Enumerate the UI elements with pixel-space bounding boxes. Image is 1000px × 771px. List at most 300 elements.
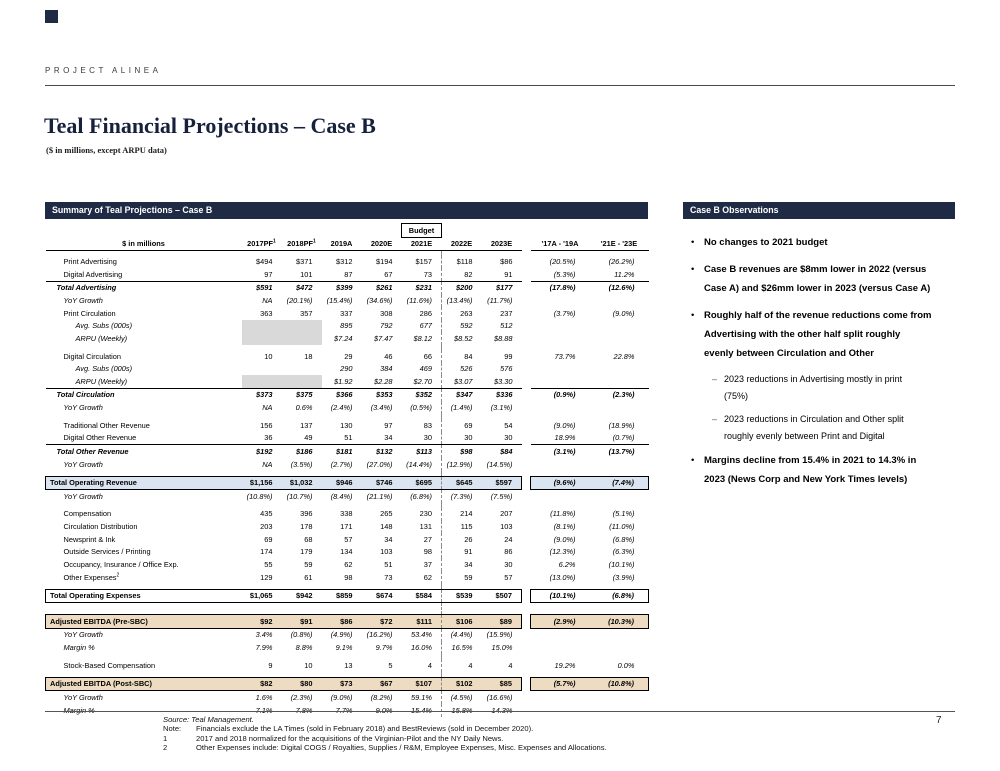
value-cell: $336 — [482, 388, 522, 401]
table-row — [46, 546, 649, 559]
page-number: 7 — [936, 715, 942, 726]
gap-cell — [522, 295, 531, 308]
footnote-text: 2017 and 2018 normalized for the acquisitions of the Virginian-Pilot and the NY Daily News. — [196, 733, 504, 743]
value-cell: 512 — [500, 321, 513, 331]
footnote-text: Financials exclude the LA Times (sold in February 2018) and BestReviews (sold in December 2020). — [196, 724, 534, 734]
footnote-label: 1 — [163, 733, 168, 743]
gap-cell — [522, 307, 531, 320]
column-header: 2023E — [482, 238, 522, 251]
cagr-cell — [590, 363, 649, 376]
value-cell: 103 — [500, 522, 513, 531]
value-cell: 9.1% — [335, 643, 353, 652]
value-cell: 3.4% — [255, 630, 273, 640]
value-cell: 101 — [300, 269, 313, 279]
column-header: 2022E — [442, 238, 482, 251]
table-row — [46, 476, 649, 490]
bullet-marker: • — [691, 455, 695, 467]
table-row — [46, 533, 649, 546]
value-cell: 4 — [508, 660, 513, 670]
value-cell: (1.4%) — [450, 403, 473, 412]
value-cell: 69 — [464, 420, 473, 430]
value-cell: $373 — [242, 388, 282, 401]
footnote-note — [163, 724, 607, 733]
value-cell: $645 — [442, 476, 482, 490]
table-row — [46, 642, 649, 655]
value-cell: $261 — [362, 281, 402, 294]
cagr-cell: (20.5%) — [549, 257, 576, 267]
cagr-cell: (26.2%) — [608, 257, 635, 267]
value-cell: 91 — [464, 547, 473, 557]
table-row — [46, 445, 649, 458]
value-cell: 59 — [464, 572, 473, 582]
value-cell: (14.4%) — [402, 458, 442, 471]
table-row — [46, 458, 649, 471]
value-cell: 14.3% — [491, 705, 513, 715]
value-cell: (11.7%) — [487, 296, 513, 305]
cagr-cell: (3.1%) — [531, 445, 590, 458]
value-cell: 263 — [460, 308, 473, 318]
value-cell: (20.1%) — [286, 296, 313, 305]
bullet-text: 2023 reductions in Advertising mostly in print (75%) — [724, 374, 903, 402]
observation-sub-bullet — [712, 371, 949, 405]
budget-row-spacer — [442, 224, 482, 238]
table-row — [46, 388, 649, 401]
value-cell: 895 — [340, 321, 353, 331]
value-cell: $1.92 — [334, 376, 353, 386]
value-cell: (4.9%) — [330, 630, 353, 640]
cagr-cell — [531, 642, 590, 655]
value-cell: 469 — [402, 363, 442, 376]
observation-bullet — [691, 260, 949, 298]
cagr-cell: 18.9% — [554, 433, 576, 443]
value-cell: $200 — [442, 281, 482, 294]
cagr-cell — [590, 320, 649, 333]
cagr-cell — [531, 332, 590, 345]
value-cell: 337 — [340, 308, 353, 318]
value-cell: $2.70 — [402, 375, 442, 388]
value-cell: (3.1%) — [490, 403, 513, 412]
table-row — [46, 256, 649, 269]
value-cell: 4 — [402, 659, 442, 672]
row-label: Avg. Subs (000s) — [75, 364, 133, 374]
column-header: $2018PF^1$ — [282, 238, 322, 251]
cagr-cell: (10.8%) — [590, 677, 649, 691]
gap-cell — [522, 320, 531, 333]
row-label: Occupancy, Insurance / Office Exp. — [63, 559, 179, 569]
projections-panel-title: Summary of Teal Projections – Case B — [45, 202, 648, 219]
value-cell: $91 — [282, 615, 322, 629]
cagr-cell: (12.6%) — [590, 281, 649, 294]
table-row — [46, 508, 649, 521]
value-cell: (8.2%) — [370, 692, 393, 702]
value-cell: 97 — [264, 269, 273, 279]
cagr-cell: (7.4%) — [590, 476, 649, 490]
value-cell: $181 — [322, 445, 362, 458]
row-label: Digital Advertising — [63, 269, 123, 279]
value-cell: 792 — [380, 321, 393, 331]
value-cell: 103 — [380, 547, 393, 557]
table-row — [46, 281, 649, 294]
value-cell: 286 — [402, 307, 442, 320]
observation-sub-bullet — [712, 411, 949, 445]
value-cell: 15.0% — [491, 643, 513, 652]
value-cell: $98 — [442, 445, 482, 458]
value-cell: 10 — [304, 660, 313, 670]
value-cell: 55 — [264, 559, 273, 569]
cagr-cell — [531, 295, 590, 308]
value-cell: 29 — [344, 351, 353, 361]
cagr-cell — [590, 402, 649, 415]
value-cell: 7.8% — [295, 705, 313, 715]
value-cell: $674 — [362, 589, 402, 603]
value-cell: $7.24 — [334, 333, 353, 343]
value-cell: 0.6% — [295, 403, 313, 412]
value-cell: $366 — [322, 388, 362, 401]
value-cell: 66 — [402, 350, 442, 363]
value-cell: $597 — [482, 476, 522, 490]
value-cell: $192 — [242, 445, 282, 458]
value-cell: (7.5%) — [490, 491, 513, 501]
value-cell: 30 — [504, 433, 513, 443]
column-header: $ in millions — [46, 238, 242, 251]
value-cell: $102 — [442, 677, 482, 691]
observations-panel-title: Case B Observations — [683, 202, 955, 219]
gap-cell — [522, 363, 531, 376]
row-label: Margin % — [63, 705, 95, 715]
value-cell: (14.5%) — [486, 459, 513, 469]
row-label: ARPU (Weekly) — [75, 376, 128, 386]
cagr-cell: (11.8%) — [550, 509, 576, 519]
cagr-cell: (2.3%) — [590, 388, 649, 401]
column-header: 2019A — [322, 238, 362, 251]
value-cell: 18 — [304, 351, 313, 361]
value-cell: $2.28 — [374, 376, 393, 386]
cagr-cell — [590, 375, 649, 388]
table-row — [46, 628, 649, 641]
footnote-label: Note: — [163, 724, 182, 734]
gap-cell — [522, 388, 531, 401]
value-cell — [242, 363, 282, 376]
value-cell: $106 — [442, 615, 482, 629]
cagr-cell — [590, 628, 649, 641]
value-cell: $1,032 — [282, 476, 322, 490]
value-cell: (9.0%) — [330, 692, 353, 702]
table-row — [46, 295, 649, 308]
bullet-marker: • — [691, 237, 695, 248]
row-label: YoY Growth — [63, 692, 103, 702]
value-cell: 15.8% — [451, 705, 473, 715]
value-cell: 171 — [340, 522, 353, 531]
value-cell: $3.07 — [454, 376, 473, 386]
value-cell: $507 — [482, 589, 522, 603]
value-cell: 9.7% — [375, 643, 393, 652]
value-cell: (15.4%) — [326, 296, 353, 305]
row-label: Other Expenses$^2$ — [63, 572, 120, 582]
table-row — [46, 677, 649, 691]
value-cell — [282, 375, 322, 388]
value-cell: $132 — [362, 445, 402, 458]
budget-row-spacer — [46, 224, 242, 238]
value-cell: $353 — [362, 388, 402, 401]
value-cell: 24 — [504, 534, 513, 544]
value-cell: 73 — [402, 268, 442, 281]
cagr-cell — [531, 320, 590, 333]
value-cell: 34 — [464, 559, 473, 569]
value-cell: $3.30 — [494, 376, 513, 386]
table-row — [46, 432, 649, 445]
column-header: 2020E — [362, 238, 402, 251]
gap-cell — [522, 558, 531, 571]
value-cell: 87 — [344, 269, 353, 279]
bullet-marker: • — [691, 310, 695, 321]
row-label: Digital Other Revenue — [63, 433, 137, 443]
cagr-cell: (3.7%) — [553, 308, 576, 318]
table-row — [46, 268, 649, 281]
row-label: Print Advertising — [63, 257, 117, 267]
value-cell: 26 — [464, 534, 473, 544]
value-cell: 68 — [304, 534, 313, 544]
cagr-cell — [590, 691, 649, 704]
value-cell: 435 — [260, 509, 273, 519]
value-cell: 7.7% — [335, 705, 353, 715]
gap-cell — [522, 659, 531, 672]
row-label: Circulation Distribution — [63, 522, 138, 531]
table-row — [46, 558, 649, 571]
value-cell: (3.5%) — [290, 459, 313, 469]
table-row — [46, 659, 649, 672]
value-cell: 73 — [384, 572, 393, 582]
cagr-cell: (12.3%) — [549, 547, 576, 557]
value-cell: (2.3%) — [290, 692, 313, 702]
value-cell: $111 — [402, 615, 442, 629]
value-cell: 9 — [268, 660, 273, 670]
value-cell: 53.4% — [402, 628, 442, 641]
value-cell: 82 — [464, 269, 473, 279]
row-label: YoY Growth — [63, 630, 103, 640]
observation-bullet — [691, 306, 949, 363]
value-cell: 51 — [344, 433, 353, 443]
gap-cell — [522, 628, 531, 641]
value-cell: 37 — [402, 558, 442, 571]
value-cell: (2.4%) — [330, 403, 353, 412]
value-cell: 363 — [260, 308, 273, 318]
value-cell: 13 — [344, 660, 353, 670]
header-gap — [522, 238, 531, 251]
cagr-cell: (10.3%) — [590, 615, 649, 629]
projections-panel — [45, 202, 648, 717]
footnote-2 — [163, 743, 607, 752]
value-cell — [282, 320, 322, 333]
cagr-cell: 6.2% — [558, 559, 576, 569]
value-cell: 237 — [500, 308, 513, 318]
gap-cell — [522, 571, 531, 584]
value-cell: 677 — [402, 320, 442, 333]
cagr-cell: (10.1%) — [531, 589, 590, 603]
value-cell: 86 — [504, 547, 513, 557]
cagr-cell: (9.0%) — [612, 308, 635, 318]
page-subtitle: ($ in millions, except ARPU data) — [46, 145, 167, 155]
value-cell: $118 — [456, 257, 473, 267]
cagr-cell — [531, 691, 590, 704]
bullet-text: No changes to 2021 budget — [704, 237, 828, 248]
value-cell: 129 — [260, 572, 273, 582]
budget-row-spacer — [322, 224, 362, 238]
value-cell: 148 — [380, 522, 393, 531]
cagr-cell: (0.9%) — [531, 388, 590, 401]
table-row — [46, 332, 649, 345]
value-cell: (10.8%) — [246, 491, 273, 501]
bullet-text: Case B revenues are $8mm lower in 2022 (versus Case A) and $26mm lower in 2023 (versus Case A) — [704, 264, 931, 294]
table-row — [46, 363, 649, 376]
value-cell: (16.6%) — [486, 692, 513, 702]
table-row — [46, 490, 649, 503]
budget-row-spacer — [482, 224, 522, 238]
cagr-cell — [531, 490, 590, 503]
spacer-cell — [442, 603, 649, 615]
cagr-cell — [531, 628, 590, 641]
value-cell: 34 — [384, 433, 393, 443]
cagr-cell — [531, 402, 590, 415]
value-cell: 34 — [384, 534, 393, 544]
value-cell: 384 — [380, 364, 393, 374]
value-cell: $72 — [362, 615, 402, 629]
value-cell: $399 — [322, 281, 362, 294]
gap-cell — [522, 546, 531, 559]
value-cell: 59 — [304, 559, 313, 569]
source-note: Source: Teal Management. — [163, 715, 254, 724]
footer-divider — [45, 711, 955, 712]
value-cell: 137 — [300, 420, 313, 430]
cagr-cell: (13.0%) — [549, 572, 576, 582]
table-row — [46, 307, 649, 320]
gap-cell — [522, 268, 531, 281]
value-cell: $312 — [336, 257, 353, 267]
value-cell: (11.6%) — [402, 295, 442, 308]
cagr-cell: (0.7%) — [612, 433, 635, 443]
cagr-cell — [590, 490, 649, 503]
value-cell: 83 — [402, 419, 442, 432]
value-cell: (4.4%) — [450, 630, 473, 640]
cagr-cell: 22.8% — [613, 351, 635, 361]
gap-cell — [522, 375, 531, 388]
row-label: Adjusted EBITDA (Pre-SBC) — [46, 615, 242, 629]
cagr-cell — [590, 642, 649, 655]
value-cell: 84 — [464, 351, 473, 361]
bullet-text: Roughly half of the revenue reductions come from Advertising with the other half split roughly evenly between Circulation and Other — [704, 310, 932, 359]
page-title: Teal Financial Projections – Case B — [44, 113, 376, 138]
value-cell: 178 — [300, 522, 313, 531]
value-cell: 61 — [304, 572, 313, 582]
table-row — [46, 350, 649, 363]
budget-row — [46, 224, 649, 238]
gap-cell — [522, 332, 531, 345]
gap-cell — [522, 419, 531, 432]
row-label: Stock-Based Compensation — [63, 660, 156, 670]
cagr-cell: (5.1%) — [612, 509, 635, 519]
observations-panel — [683, 202, 955, 497]
value-cell: $8.52 — [454, 333, 473, 343]
value-cell: 156 — [260, 420, 273, 430]
gap-cell — [522, 521, 531, 534]
gap-cell — [522, 589, 531, 603]
table-body — [46, 250, 649, 717]
value-cell: 62 — [402, 571, 442, 584]
value-cell: 54 — [504, 420, 513, 430]
value-cell: $73 — [322, 677, 362, 691]
projections-table — [45, 223, 649, 717]
table-row — [46, 402, 649, 415]
value-cell: $8.88 — [494, 333, 513, 343]
value-cell: 1.6% — [255, 692, 273, 702]
spacer-cell — [402, 603, 442, 615]
value-cell: $371 — [296, 257, 313, 267]
value-cell — [282, 332, 322, 345]
cagr-cell — [531, 375, 590, 388]
spacer-cell — [46, 603, 402, 615]
value-cell: 8.8% — [295, 643, 313, 652]
budget-row-spacer — [242, 224, 282, 238]
cagr-cell: (9.6%) — [531, 476, 590, 490]
cagr-cell: (2.9%) — [531, 615, 590, 629]
value-cell: 526 — [460, 364, 473, 374]
value-cell: 27 — [402, 533, 442, 546]
table-row — [46, 320, 649, 333]
cagr-cell — [590, 332, 649, 345]
budget-row-spacer — [522, 224, 531, 238]
budget-label: Budget — [402, 224, 442, 238]
bullet-text: Margins decline from 15.4% in 2021 to 14.3% in 2023 (News Corp and New York Times levels) — [704, 455, 917, 486]
table-row — [46, 571, 649, 584]
row-label: YoY Growth — [63, 296, 103, 305]
value-cell: 576 — [500, 364, 513, 374]
value-cell: (8.4%) — [330, 491, 353, 501]
gap-cell — [522, 508, 531, 521]
cagr-cell — [531, 458, 590, 471]
row-label: Traditional Other Revenue — [63, 420, 150, 430]
value-cell: $231 — [402, 281, 442, 294]
gap-cell — [522, 677, 531, 691]
value-cell: $89 — [482, 615, 522, 629]
value-cell — [282, 363, 322, 376]
value-cell: 174 — [260, 547, 273, 557]
value-cell: (12.9%) — [446, 459, 473, 469]
value-cell: $942 — [282, 589, 322, 603]
value-cell: 59.1% — [402, 691, 442, 704]
value-cell: 134 — [340, 547, 353, 557]
cagr-cell: (17.8%) — [531, 281, 590, 294]
value-cell: 36 — [264, 433, 273, 443]
value-cell: 179 — [300, 547, 313, 557]
value-cell: 16.0% — [402, 642, 442, 655]
footnote-text: Other Expenses include: Digital COGS / Royalties, Supplies / R&M, Employee Expenses, Misc. Expenses and Allocations. — [196, 743, 607, 753]
cagr-cell: (11.0%) — [609, 522, 635, 531]
row-label: Newsprint & Ink — [63, 534, 116, 544]
table-head — [46, 224, 649, 251]
value-cell: 265 — [380, 509, 393, 519]
value-cell: (10.7%) — [286, 491, 313, 501]
value-cell: 7.1% — [255, 705, 273, 715]
value-cell: $92 — [242, 615, 282, 629]
cagr-cell: 73.7% — [554, 351, 576, 361]
value-cell: 207 — [500, 509, 513, 519]
value-cell: 62 — [344, 559, 353, 569]
value-cell: $539 — [442, 589, 482, 603]
value-cell: (7.3%) — [450, 491, 473, 501]
value-cell: $584 — [402, 589, 442, 603]
cagr-cell: (6.8%) — [612, 534, 635, 544]
value-cell: $946 — [322, 476, 362, 490]
row-label: ARPU (Weekly) — [75, 333, 128, 343]
